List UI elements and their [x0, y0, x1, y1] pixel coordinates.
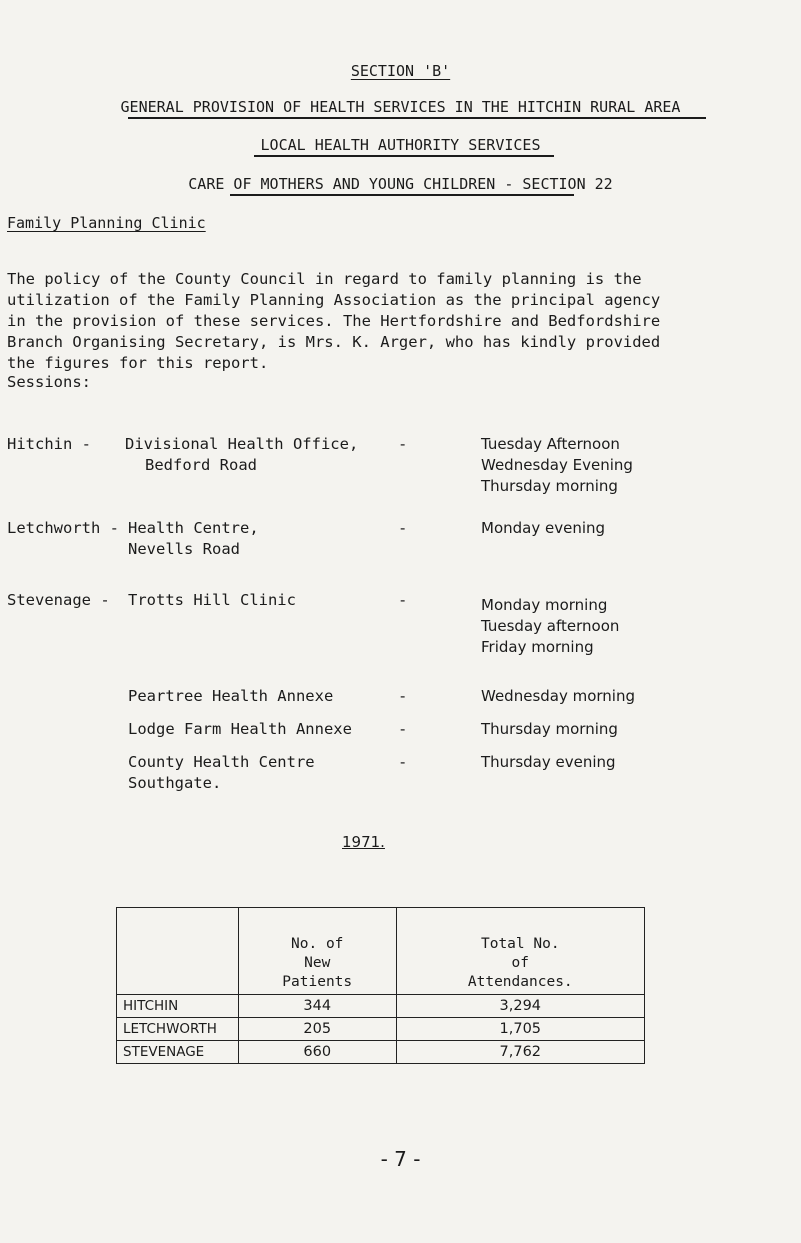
table-cell-attendances: 7,762 [396, 1041, 644, 1064]
session-area: Stevenage - [7, 591, 110, 609]
table-cell-area: LETCHWORTH [117, 1018, 239, 1041]
separator-dash: - [398, 687, 408, 705]
table-cell-area: STEVENAGE [117, 1041, 239, 1064]
separator-dash: - [398, 591, 408, 609]
paragraph-line: The policy of the County Council in regard to family planning is the [7, 270, 642, 288]
paragraph-line: utilization of the Family Planning Association as the principal agency [7, 291, 661, 309]
page-number: - 7 - [380, 1147, 421, 1171]
table-cell-attendances: 3,294 [396, 995, 644, 1018]
table-cell-new-patients: 205 [238, 1018, 396, 1041]
session-venue: County Health Centre Southgate. [128, 753, 315, 792]
topic-heading: Family Planning Clinic [7, 214, 206, 232]
attendance-table [116, 907, 645, 1064]
main-heading: GENERAL PROVISION OF HEALTH SERVICES IN THE HITCHIN RURAL AREA [120, 98, 681, 116]
table-row [117, 995, 645, 1018]
main-heading-rule [128, 117, 706, 119]
table-header-new-patients: No. of New Patients [238, 908, 396, 995]
session-times: Monday evening [481, 519, 606, 537]
session-venue: Trotts Hill Clinic [128, 591, 296, 609]
session-times: Thursday evening [481, 753, 616, 771]
table-row [117, 1018, 645, 1041]
table-row [117, 1041, 645, 1064]
section-label: SECTION 'B' [350, 62, 451, 80]
table-header-row [117, 908, 645, 995]
policy-paragraph [7, 269, 797, 374]
separator-dash: - [398, 753, 408, 771]
table-cell-new-patients: 660 [238, 1041, 396, 1064]
sub-heading: LOCAL HEALTH AUTHORITY SERVICES [260, 136, 541, 154]
year-label: 1971. [342, 833, 385, 851]
sessions-label: Sessions: [7, 373, 91, 391]
subsection-heading: CARE OF MOTHERS AND YOUNG CHILDREN - SECTION 22 [188, 175, 613, 193]
table-cell-new-patients: 344 [238, 995, 396, 1018]
session-times: Thursday morning [481, 720, 618, 738]
subsection-rule [230, 194, 574, 196]
separator-dash: - [398, 435, 408, 453]
table-header-blank [117, 908, 239, 995]
paragraph-line: Branch Organising Secretary, is Mrs. K. Arger, who has kindly provided [7, 333, 661, 351]
session-times: Monday morning Tuesday afternoon Friday morning [481, 596, 620, 656]
session-area: Letchworth - [7, 519, 119, 537]
table-cell-attendances: 1,705 [396, 1018, 644, 1041]
session-venue: Peartree Health Annexe [128, 687, 334, 705]
separator-dash: - [398, 720, 408, 738]
session-venue: Divisional Health Office, Bedford Road [125, 435, 359, 474]
session-venue: Health Centre, Nevells Road [128, 519, 259, 558]
paragraph-line: in the provision of these services. The Hertfordshire and Bedfordshire [7, 312, 661, 330]
paragraph-line: the figures for this report. [7, 354, 269, 372]
session-times: Wednesday morning [481, 687, 636, 705]
separator-dash: - [398, 519, 408, 537]
session-area: Hitchin - [7, 435, 91, 453]
session-times: Tuesday Afternoon Wednesday Evening Thursday morning [481, 435, 633, 495]
sub-heading-rule [254, 155, 554, 157]
table-cell-area: HITCHIN [117, 995, 239, 1018]
table-header-attendances: Total No. of Attendances. [396, 908, 644, 995]
session-venue: Lodge Farm Health Annexe [128, 720, 352, 738]
